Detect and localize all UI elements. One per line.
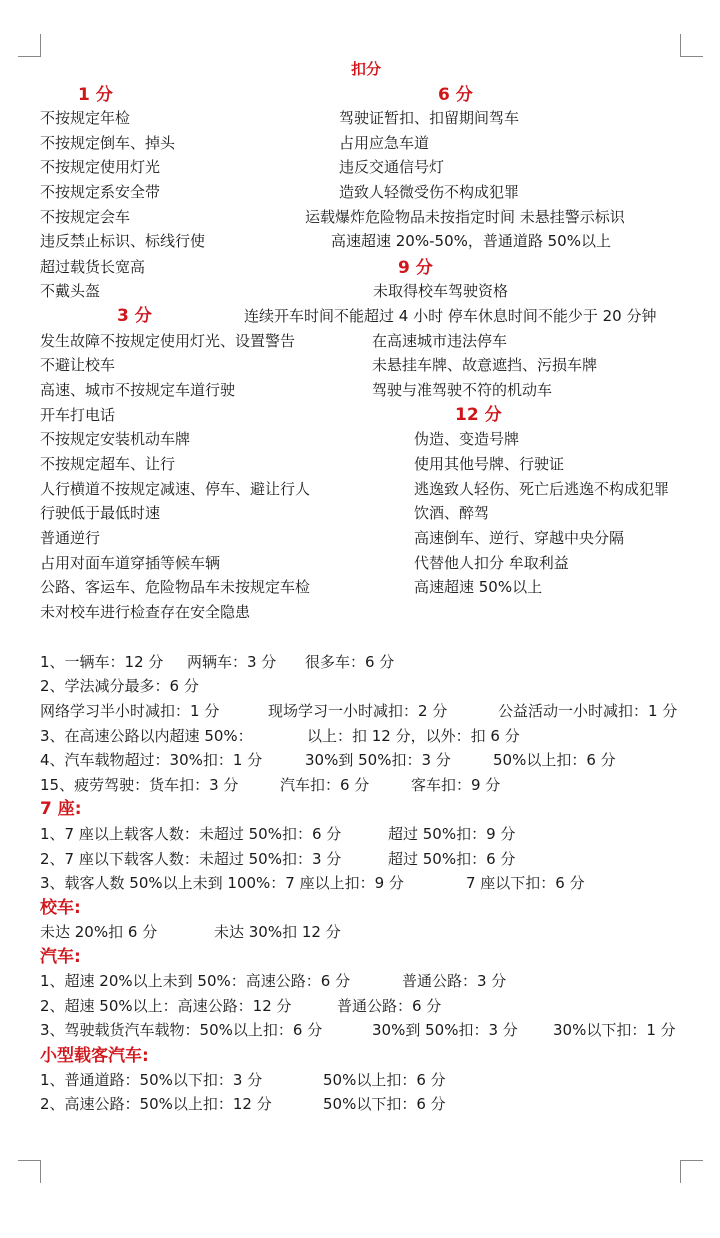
seven-seat-row-3-b: 7 座以下扣：6 分 [466,874,585,892]
school-bus-row-a: 未达 20%扣 6 分 [40,923,158,941]
point-9-item: 驾驶与准驾驶不符的机动车 [372,381,553,399]
note-15-a: 15、疲劳驾驶：货车扣：3 分 [40,776,239,794]
heading-9-point: 9 分 [398,258,433,278]
point-3-item: 公路、客运车、危险物品车未按规定车检 [40,578,311,596]
point-1-item: 不按规定使用灯光 [40,158,161,176]
car-row-2-b: 普通公路：6 分 [337,997,442,1015]
point-6-item: 高速超速 20%-50%，普通道路 50%以上 [331,232,611,250]
point-3-item: 行驶低于最低时速 [40,504,161,522]
point-3-item: 发生故障不按规定使用灯光、设置警告 [40,332,296,350]
small-car-row-1-a: 1、普通道路：50%以下扣：3 分 [40,1071,263,1089]
point-6-item: 违反交通信号灯 [339,158,445,176]
school-bus-row-b: 未达 30%扣 12 分 [214,923,341,941]
point-3-item: 普通逆行 [40,529,101,547]
car-row-2-a: 2、超速 50%以上：高速公路：12 分 [40,997,292,1015]
car-row-1-b: 普通公路：3 分 [402,972,507,990]
note-4-a: 4、汽车载物超过：30%扣：1 分 [40,751,263,769]
point-3-item: 开车打电话 [40,406,116,424]
crop-mark-top-right [680,34,703,57]
car-heading: 汽车: [40,947,81,967]
seven-seat-row-3-a: 3、载客人数 50%以上未到 100%：7 座以上扣：9 分 [40,874,404,892]
car-row-3-a: 3、驾驶载货汽车载物：50%以上扣：6 分 [40,1021,323,1039]
note-2b-a: 网络学习半小时减扣：1 分 [40,702,220,720]
point-6-item: 运载爆炸危险物品未按指定时间 未悬挂警示标识 [305,208,625,226]
crop-mark-bottom-left [18,1160,41,1183]
small-car-row-2-b: 50%以下扣：6 分 [323,1095,446,1113]
seven-seat-heading: 7 座: [40,799,82,819]
point-9-item: 连续开车时间不能超过 4 小时 停车休息时间不能少于 20 分钟 [244,307,657,325]
point-12-item: 饮酒、醉驾 [414,504,490,522]
point-9-item: 未取得校车驾驶资格 [373,282,509,300]
car-row-3-b: 30%到 50%扣：3 分 [372,1021,518,1039]
point-3-item: 人行横道不按规定减速、停车、避让行人 [40,480,311,498]
point-1-item: 不按规定会车 [40,208,131,226]
point-12-item: 逃逸致人轻伤、死亡后逃逸不构成犯罪 [414,480,670,498]
point-3-item: 高速、城市不按规定车道行驶 [40,381,236,399]
point-1-item: 超过载货长宽高 [40,258,146,276]
crop-mark-top-left [18,34,41,57]
note-1-a: 1、一辆车：12 分 [40,653,164,671]
note-2b-b: 现场学习一小时减扣：2 分 [268,702,448,720]
small-car-heading: 小型载客汽车: [40,1046,149,1066]
point-12-item: 伪造、变造号牌 [414,430,520,448]
note-2: 2、学法减分最多：6 分 [40,677,199,695]
point-12-item: 代替他人扣分 牟取利益 [414,554,569,572]
point-6-item: 造致人轻微受伤不构成犯罪 [339,183,520,201]
point-6-item: 驾驶证暂扣、扣留期间驾车 [339,109,520,127]
point-3-item: 不按规定超车、让行 [40,455,176,473]
heading-6-point: 6 分 [438,85,473,105]
seven-seat-row-1-b: 超过 50%扣：9 分 [388,825,516,843]
point-9-item: 在高速城市违法停车 [372,332,508,350]
point-3-item: 占用对面车道穿插等候车辆 [40,554,221,572]
point-1-item: 不戴头盔 [40,282,101,300]
point-9-item: 未悬挂车牌、故意遮挡、污损车牌 [372,356,598,374]
point-12-item: 使用其他号牌、行驶证 [414,455,565,473]
point-3-item: 不避让校车 [40,356,116,374]
seven-seat-row-2-a: 2、7 座以下载客人数：未超过 50%扣：3 分 [40,850,342,868]
seven-seat-row-1-a: 1、7 座以上载客人数：未超过 50%扣：6 分 [40,825,342,843]
note-2b-c: 公益活动一小时减扣：1 分 [498,702,678,720]
car-row-1-a: 1、超速 20%以上未到 50%：高速公路：6 分 [40,972,351,990]
heading-1-point: 1 分 [78,85,113,105]
page-title: 扣分 [351,60,382,78]
seven-seat-row-2-b: 超过 50%扣：6 分 [388,850,516,868]
note-15-c: 客车扣：9 分 [411,776,501,794]
note-3-a: 3、在高速公路以内超速 50%： [40,727,253,745]
heading-12-point: 12 分 [455,405,502,425]
small-car-row-2-a: 2、高速公路：50%以上扣：12 分 [40,1095,272,1113]
point-12-item: 高速超速 50%以上 [414,578,543,596]
note-4-c: 50%以上扣：6 分 [493,751,616,769]
point-3-item: 不按规定安装机动车牌 [40,430,191,448]
note-1-b: 两辆车：3 分 [187,653,277,671]
note-15-b: 汽车扣：6 分 [280,776,370,794]
small-car-row-1-b: 50%以上扣：6 分 [323,1071,446,1089]
note-3-b: 以上：扣 12 分，以外：扣 6 分 [307,727,520,745]
school-bus-heading: 校车: [40,898,81,918]
point-12-item: 高速倒车、逆行、穿越中央分隔 [414,529,625,547]
crop-mark-bottom-right [680,1160,703,1183]
point-1-item: 不按规定年检 [40,109,131,127]
heading-3-point: 3 分 [117,306,152,326]
point-1-item: 不按规定系安全带 [40,183,161,201]
car-row-3-c: 30%以下扣：1 分 [553,1021,676,1039]
point-6-item: 占用应急车道 [339,134,430,152]
point-1-item: 不按规定倒车、掉头 [40,134,176,152]
note-1-c: 很多车：6 分 [305,653,395,671]
note-4-b: 30%到 50%扣：3 分 [305,751,451,769]
point-1-item: 违反禁止标识、标线行使 [40,232,206,250]
point-3-item: 未对校车进行检查存在安全隐患 [40,603,251,621]
